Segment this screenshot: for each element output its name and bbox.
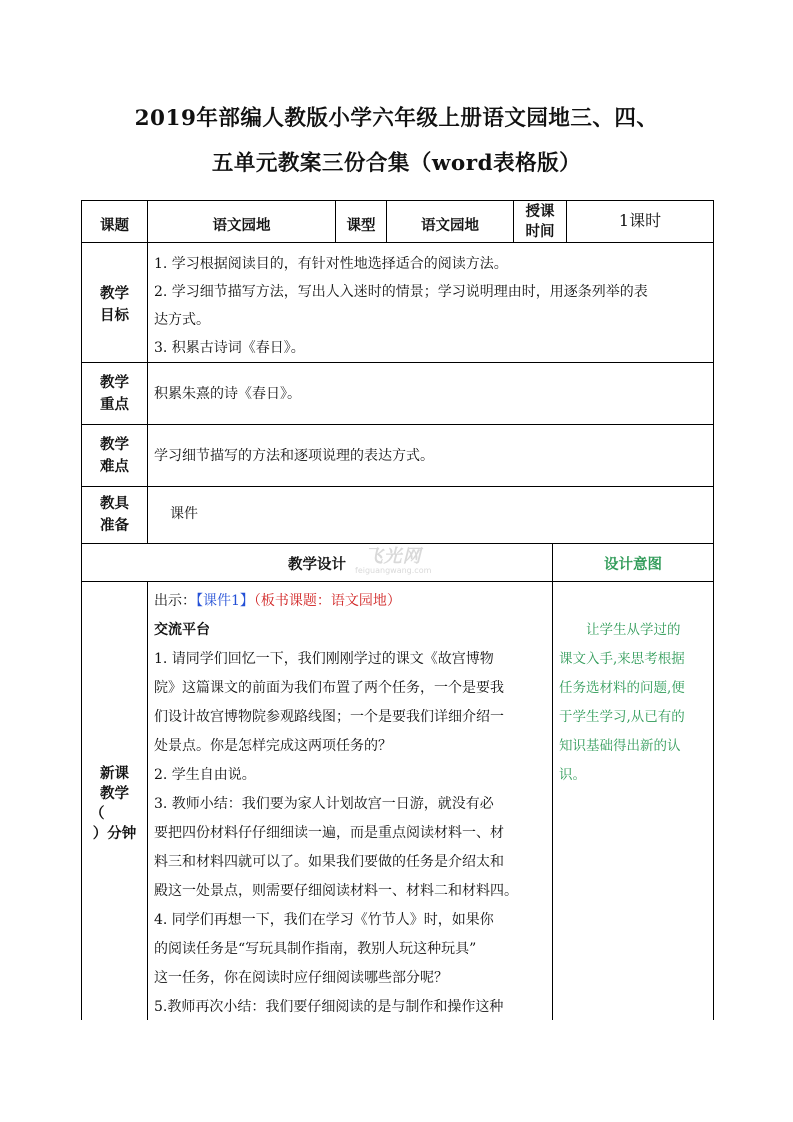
lesson-line: 3. 教师小结：我们要为家人计划故宫一日游，就没有必	[154, 796, 494, 812]
goal-line: 2. 学习细节描写方法，写出人入迷时的情景；学习说明理由时，用逐条列举的表	[154, 284, 648, 300]
topic-label: 课题	[100, 218, 129, 234]
goals-content	[154, 250, 712, 362]
lesson-line: 料三和材料四就可以了。如果我们要做的任务是介绍太和	[154, 854, 504, 870]
time-label-line-1: 授课	[525, 204, 555, 220]
new-lesson-label-line: 新课	[100, 766, 129, 782]
intent-line: 识。	[559, 767, 586, 783]
difficulties-text: 学习细节描写的方法和逐项说理的表达方式。	[154, 448, 434, 464]
new-lesson-content	[154, 587, 551, 1022]
goals-label	[82, 283, 147, 327]
difficulties-label-line-2: 难点	[100, 459, 129, 475]
time-label-line-2: 时间	[525, 224, 555, 240]
intro-board-title: （板书课题：语文园地）	[253, 593, 401, 609]
new-lesson-label	[82, 764, 147, 844]
type-value: 语文园地	[421, 218, 479, 234]
new-lesson-label-line: ）分钟	[92, 826, 137, 842]
lesson-line: 这一任务，你在阅读时应仔细阅读哪些部分呢？	[154, 970, 448, 986]
goal-line: 达方式。	[154, 312, 210, 328]
watermark-logo-text: 飞光网	[364, 546, 422, 567]
intro-courseware: 【课件1】	[196, 593, 254, 609]
goals-label-line-1: 教学	[100, 286, 129, 302]
tools-text: 课件	[170, 506, 198, 522]
lesson-line: 2. 学生自由说。	[154, 767, 256, 783]
new-lesson-label-line: （	[90, 806, 105, 822]
key-points-text: 积累朱熹的诗《春日》。	[154, 386, 301, 402]
key-points-label	[82, 372, 147, 416]
tools-label	[82, 493, 147, 537]
design-header-left: 教学设计	[288, 557, 346, 573]
intro-line	[154, 587, 551, 616]
section-title: 交流平台	[154, 622, 210, 638]
intent-line: 课文入手,来思考根据	[559, 651, 685, 667]
lesson-line: 1. 请同学们回忆一下，我们刚刚学过的课文《故宫博物	[154, 651, 494, 667]
key-points-label-line-1: 教学	[100, 375, 129, 391]
lesson-line: 4. 同学们再想一下，我们在学习《竹节人》时，如果你	[154, 912, 494, 928]
intent-line: 让学生从学过的	[559, 622, 681, 638]
goals-label-line-2: 目标	[100, 308, 129, 324]
topic-value: 语文园地	[212, 218, 271, 234]
lesson-line: 的阅读任务是“写玩具制作指南，教别人玩这种玩具”	[154, 941, 477, 957]
type-label: 课型	[346, 218, 376, 234]
tools-label-line-1: 教具	[100, 496, 129, 512]
watermark-url: feiguangwang.com	[355, 566, 432, 575]
lesson-line: 院》这篇课文的前面为我们布置了两个任务，一个是要我	[154, 680, 504, 696]
tools-label-line-2: 准备	[100, 518, 129, 534]
new-lesson-label-line: 教学	[100, 786, 129, 802]
document-title-line-1: 2019年部编人教版小学六年级上册语文园地三、四、	[134, 106, 659, 131]
lesson-line: 们设计故宫博物院参观路线图；一个是要我们详细介绍一	[154, 709, 504, 725]
time-value: 1课时	[618, 211, 662, 230]
intent-line: 于学生学习,从已有的	[559, 709, 685, 725]
lesson-line: 殿这一处景点，则需要仔细阅读材料一、材料二和材料四。	[154, 883, 518, 899]
lesson-line: 要把四份材料仔仔细细读一遍，而是重点阅读材料一、材	[154, 825, 504, 841]
difficulties-label-line-1: 教学	[100, 437, 129, 453]
intro-prefix: 出示：	[154, 593, 196, 609]
lesson-line: 处景点。你是怎样完成这两项任务的？	[154, 738, 392, 754]
intent-line: 知识基础得出新的认	[559, 738, 681, 754]
goal-line: 3. 积累古诗词《春日》。	[154, 340, 305, 356]
design-intent	[559, 616, 711, 790]
key-points-label-line-2: 重点	[100, 397, 129, 413]
design-header-right: 设计意图	[604, 557, 662, 573]
document-title-line-2: 五单元教案三份合集（word表格版）	[211, 151, 582, 176]
intent-line: 任务选材料的问题,便	[559, 680, 685, 696]
time-label	[514, 202, 566, 242]
goal-line: 1. 学习根据阅读目的，有针对性地选择适合的阅读方法。	[154, 256, 508, 272]
lesson-line: 5.教师再次小结：我们要仔细阅读的是与制作和操作这种	[154, 999, 504, 1015]
difficulties-label	[82, 434, 147, 478]
